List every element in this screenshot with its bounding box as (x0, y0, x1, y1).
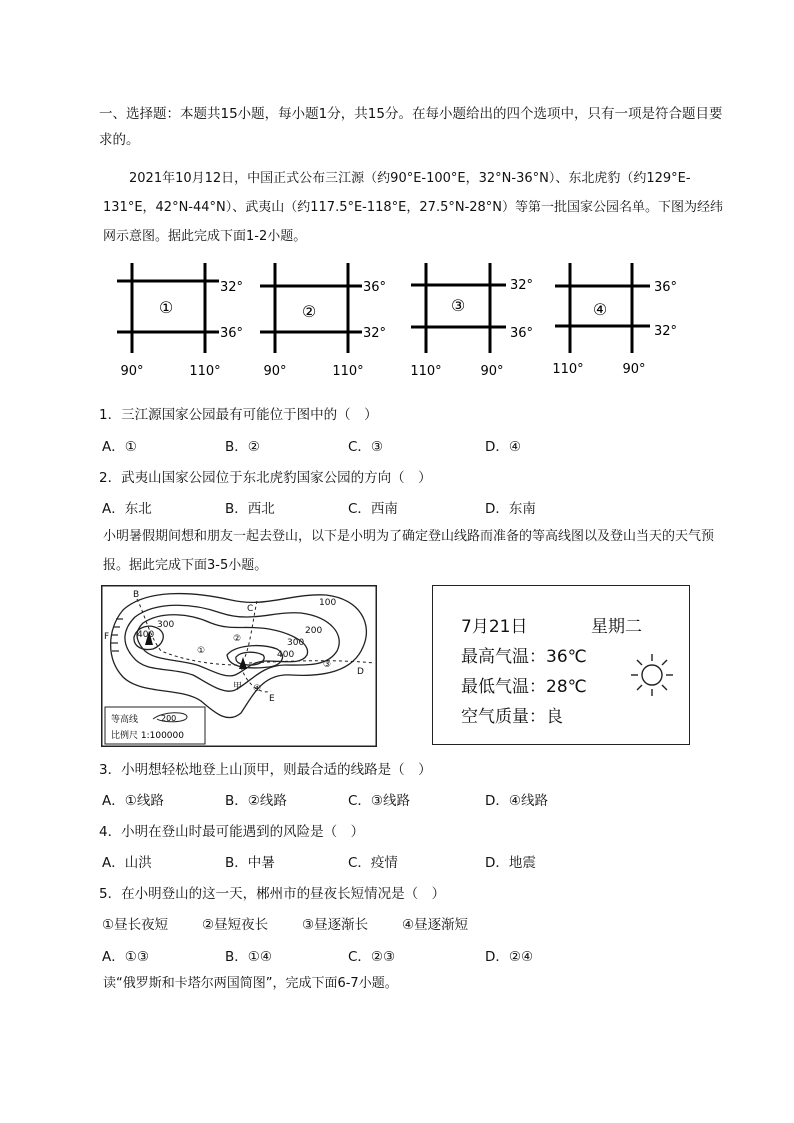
grid-label: 110° (552, 362, 584, 377)
legend-contour: 等高线 (111, 715, 139, 725)
option-b[interactable]: B．② (225, 439, 260, 455)
point-label: 甲 (233, 682, 243, 692)
contour-label: 400 (137, 630, 155, 640)
question-4-options (102, 851, 742, 869)
option-c[interactable]: C．西南 (348, 501, 398, 517)
grid-diagram-3 (406, 255, 546, 384)
sun-icon (629, 652, 675, 698)
question-4: 4．小明在登山时最可能遇到的风险是（ ） (99, 824, 365, 840)
point-label: F (104, 632, 110, 642)
contour-label: 100 (319, 598, 337, 608)
statement-1: ①昼长夜短 (102, 917, 169, 933)
contour-map (101, 585, 377, 747)
grid-diagram-1 (112, 255, 252, 384)
legend-scale: 比例尺 1:100000 (111, 731, 184, 741)
route-label: ② (233, 634, 242, 644)
grid-diagram-4 (550, 255, 690, 384)
grid-symbol: ④ (592, 300, 608, 319)
question-2-options (102, 497, 742, 515)
contour-label: 200 (305, 626, 323, 636)
option-d[interactable]: D．东南 (485, 501, 536, 517)
intro-paragraph-1: 2021年10月12日，中国正式公布三江源（约90°E-100°E，32°N-36°N）、东北虎豹（约129°E-131°E，42°N-44°N）、武夷山（约117.5°E-118°E，27.5°N-28°N）等第一批国家公园名单。下图为经纬网示意图。据此完成下面1-2小题。 (103, 171, 724, 244)
grid-label: 90° (480, 364, 504, 379)
contour-label: 300 (157, 620, 175, 630)
point-label: C (247, 604, 254, 614)
point-label: B (133, 590, 140, 600)
statement-4: ④昼逐渐短 (402, 917, 469, 933)
option-a[interactable]: A．① (102, 439, 137, 455)
option-a[interactable]: A．①线路 (102, 793, 164, 809)
option-d[interactable]: D．④线路 (485, 793, 548, 809)
route-label: ④ (253, 684, 262, 694)
grid-label: 110° (332, 364, 364, 379)
grid-label: 90° (263, 364, 287, 379)
grid-label: 90° (120, 364, 144, 379)
grid-label: 110° (410, 364, 442, 379)
weather-date: 7月21日 (461, 617, 528, 637)
grid-label: 36° (220, 326, 244, 341)
option-d[interactable]: D．②④ (485, 949, 534, 965)
option-c[interactable]: C．③线路 (348, 793, 411, 809)
statement-2: ②昼短夜长 (202, 917, 269, 933)
weather-air: 空气质量：良 (461, 707, 563, 727)
grid-label: 32° (654, 324, 678, 339)
option-b[interactable]: B．②线路 (225, 793, 287, 809)
route-label: ③ (323, 660, 332, 670)
intro-paragraph-3: 读“俄罗斯和卡塔尔两国简图”，完成下面6-7小题。 (103, 976, 398, 991)
question-1-options (102, 435, 742, 453)
grid-label: 32° (363, 326, 387, 341)
section-heading: 一、选择题：本题共15小题，每小题1分，共15分。在每小题给出的四个选项中，只有一项是符合题目要求的。 (99, 106, 723, 148)
question-2: 2．武夷山国家公园位于东北虎豹国家公园的方向（ ） (99, 470, 432, 486)
grid-diagram-2 (255, 255, 395, 384)
grid-label: 32° (510, 278, 534, 293)
question-5: 5．在小明登山的这一天，郴州市的昼夜长短情况是（ ） (99, 886, 446, 902)
route-label: ① (197, 646, 206, 656)
point-label: D (357, 667, 364, 677)
question-3: 3．小明想轻松地登上山顶甲，则最合适的线路是（ ） (99, 762, 432, 778)
weather-weekday: 星期二 (591, 617, 642, 637)
option-c[interactable]: C．②③ (348, 949, 396, 965)
option-a[interactable]: A．山洪 (102, 855, 152, 871)
question-5-statements (102, 913, 742, 931)
grid-symbol: ② (301, 302, 317, 321)
weather-forecast-box (432, 585, 690, 745)
grid-label: 90° (622, 362, 646, 377)
option-c[interactable]: C．③ (348, 439, 384, 455)
grid-label: 110° (189, 364, 221, 379)
option-b[interactable]: B．①④ (225, 949, 272, 965)
statement-3: ③昼逐渐长 (302, 917, 369, 933)
option-a[interactable]: A．东北 (102, 501, 152, 517)
option-c[interactable]: C．疫情 (348, 855, 398, 871)
option-d[interactable]: D．④ (485, 439, 521, 455)
option-a[interactable]: A．①③ (102, 949, 149, 965)
option-b[interactable]: B．西北 (225, 501, 275, 517)
contour-label: 300 (287, 638, 305, 648)
option-d[interactable]: D．地震 (485, 855, 536, 871)
contour-label: 400 (277, 650, 295, 660)
intro-paragraph-2: 小明暑假期间想和朋友一起去登山，以下是小明为了确定登山线路而准备的等高线图以及登山当天的天气预报。据此完成下面3-5小题。 (103, 529, 715, 573)
grid-label: 36° (363, 280, 387, 295)
question-5-options (102, 945, 742, 963)
point-label: E (269, 694, 275, 704)
grid-label: 36° (510, 326, 534, 341)
grid-label: 36° (654, 280, 678, 295)
grid-label: 32° (220, 280, 244, 295)
question-1: 1．三江源国家公园最有可能位于图中的（ ） (99, 407, 378, 423)
weather-low: 最低气温：28℃ (461, 677, 587, 697)
grid-symbol: ③ (450, 296, 466, 315)
weather-high: 最高气温：36℃ (461, 647, 587, 667)
question-3-options (102, 789, 742, 807)
legend-value: 200 (161, 714, 177, 723)
option-b[interactable]: B．中暑 (225, 855, 275, 871)
grid-symbol: ① (158, 298, 174, 317)
